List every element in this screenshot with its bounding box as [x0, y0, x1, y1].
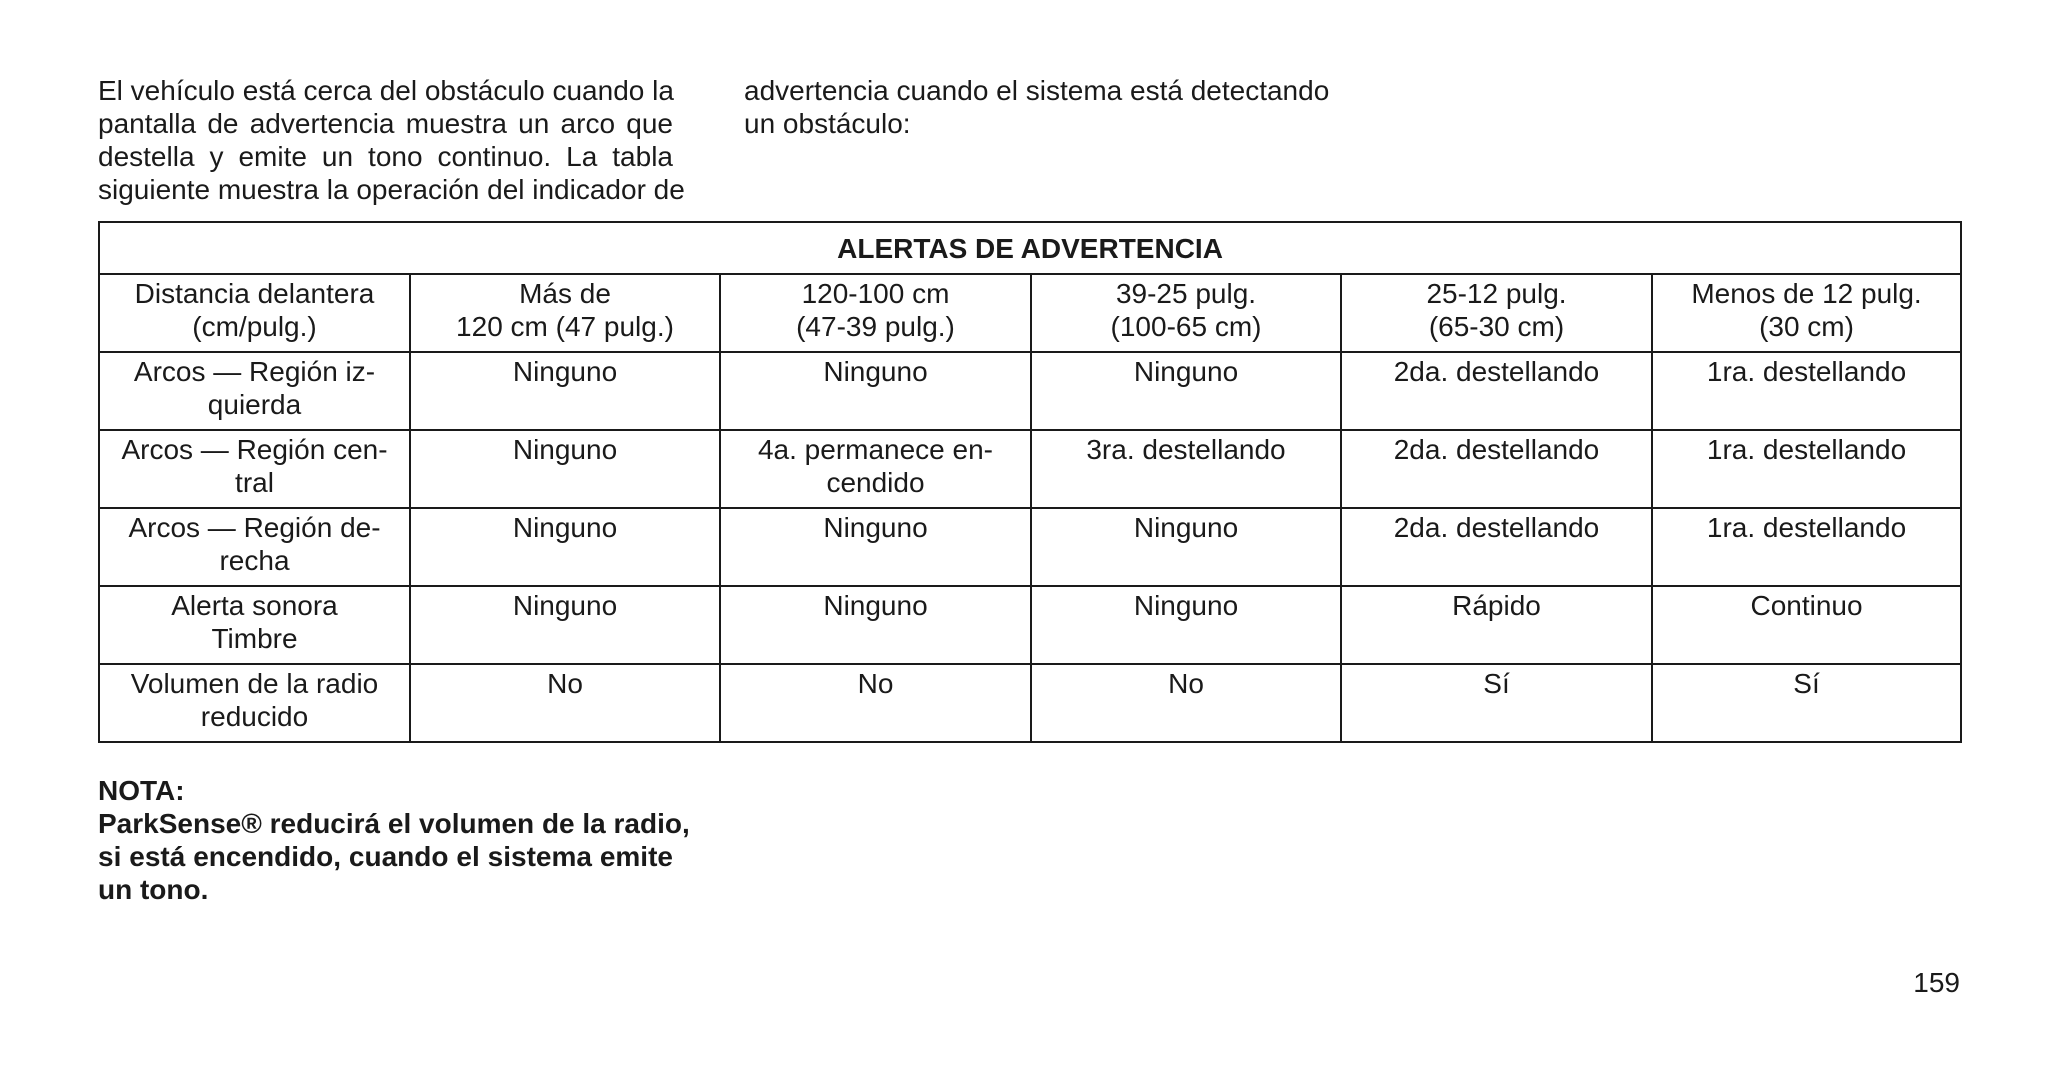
cell-line: Ninguno	[512, 434, 618, 465]
table-cell	[410, 664, 720, 742]
table-cell	[1031, 430, 1341, 508]
cell-line: 2da. destellando	[1393, 356, 1600, 387]
table-cell	[410, 274, 720, 352]
cell-line: recha	[219, 545, 290, 576]
cell-line: tral	[235, 467, 274, 498]
note-line: si está encendido, cuando el sistema emite	[98, 841, 673, 872]
table-cell	[1341, 586, 1652, 664]
table-cell	[720, 274, 1031, 352]
table-cell	[410, 352, 720, 430]
cell-line: Arcos — Región iz-	[133, 356, 376, 387]
table-cell	[720, 586, 1031, 664]
cell-line: Ninguno	[1133, 512, 1239, 543]
intro-left-line: pantalla de advertencia muestra un arco que	[98, 108, 673, 139]
table-cell	[1031, 508, 1341, 586]
table-row	[99, 352, 1961, 430]
cell-line: Ninguno	[512, 356, 618, 387]
cell-line: (100-65 cm)	[1110, 311, 1262, 342]
cell-line: (65-30 cm)	[1428, 311, 1565, 342]
cell-line: Ninguno	[823, 590, 928, 621]
table-row	[99, 664, 1961, 742]
row-label-cell	[99, 508, 410, 586]
table-cell	[1341, 508, 1652, 586]
cell-line: Volumen de la radio	[130, 668, 379, 699]
row-label-cell	[99, 430, 410, 508]
cell-line: Continuo	[1750, 590, 1863, 621]
table-cell	[1652, 274, 1961, 352]
table-cell	[720, 508, 1031, 586]
cell-line: 4a. permanece en-	[757, 434, 994, 465]
table-cell	[410, 508, 720, 586]
intro-left-line: El vehículo está cerca del obstáculo cuando la	[98, 75, 674, 106]
table-cell	[1341, 274, 1652, 352]
table-cell	[1652, 430, 1961, 508]
row-label-cell	[99, 274, 410, 352]
cell-line: Sí	[1793, 668, 1820, 699]
table-cell	[1341, 664, 1652, 742]
note-label: NOTA:	[98, 775, 185, 806]
row-label-cell	[99, 586, 410, 664]
cell-line: Alerta sonora	[171, 590, 338, 621]
cell-line: Ninguno	[823, 512, 928, 543]
page-number: 159	[1913, 967, 1960, 998]
cell-line: No	[1168, 668, 1204, 699]
note-line: un tono.	[98, 874, 209, 905]
table-cell	[1341, 430, 1652, 508]
cell-line: 120 cm (47 pulg.)	[456, 311, 674, 342]
table-cell	[1031, 274, 1341, 352]
cell-line: 3ra. destellando	[1086, 434, 1286, 465]
table-row	[99, 508, 1961, 586]
cell-line: (47-39 pulg.)	[796, 311, 955, 342]
table-cell	[720, 430, 1031, 508]
intro-paragraph-left	[98, 74, 685, 206]
table-body	[99, 274, 1961, 742]
table-title-row	[99, 222, 1961, 274]
warning-alerts-table	[98, 221, 1962, 743]
cell-line: Timbre	[211, 623, 298, 654]
cell-line: Más de	[519, 278, 611, 309]
table-cell	[1341, 352, 1652, 430]
note-line: ParkSense® reducirá el volumen de la radio,	[98, 808, 690, 839]
cell-line: (30 cm)	[1759, 311, 1854, 342]
cell-line: Ninguno	[1133, 590, 1239, 621]
cell-line: cendido	[826, 467, 925, 498]
cell-line: (cm/pulg.)	[192, 311, 317, 342]
table-row	[99, 586, 1961, 664]
cell-line: 2da. destellando	[1393, 434, 1600, 465]
cell-line: quierda	[207, 389, 302, 420]
cell-line: No	[547, 668, 583, 699]
cell-line: Distancia delantera	[134, 278, 375, 309]
cell-line: 39-25 pulg.	[1115, 278, 1257, 309]
cell-line: Arcos — Región cen-	[121, 434, 388, 465]
intro-right-line: un obstáculo:	[744, 108, 911, 139]
row-label-cell	[99, 664, 410, 742]
intro-left-line: destella y emite un tono continuo. La tabla	[98, 141, 673, 172]
row-label-cell	[99, 352, 410, 430]
cell-line: Sí	[1483, 668, 1510, 699]
table-cell	[1031, 586, 1341, 664]
cell-line: 1ra. destellando	[1706, 434, 1907, 465]
cell-line: No	[857, 668, 894, 699]
cell-line: Ninguno	[512, 590, 618, 621]
note-text	[98, 807, 690, 906]
table-title: ALERTAS DE ADVERTENCIA	[99, 222, 1961, 274]
table-cell	[1652, 586, 1961, 664]
cell-line: Menos de 12 pulg.	[1691, 278, 1922, 309]
cell-line: Ninguno	[512, 512, 618, 543]
table-cell	[720, 352, 1031, 430]
intro-right-line: advertencia cuando el sistema está detectando	[744, 75, 1330, 106]
table-cell	[1031, 664, 1341, 742]
table-header-row	[99, 274, 1961, 352]
table-cell	[410, 430, 720, 508]
cell-line: 1ra. destellando	[1706, 356, 1907, 387]
cell-line: Ninguno	[1133, 356, 1239, 387]
table-cell	[410, 586, 720, 664]
table-cell	[1652, 352, 1961, 430]
table-cell	[720, 664, 1031, 742]
cell-line: 2da. destellando	[1393, 512, 1600, 543]
cell-line: 120-100 cm	[801, 278, 950, 309]
cell-line: Ninguno	[823, 356, 928, 387]
intro-paragraph-right	[744, 74, 1344, 140]
cell-line: 1ra. destellando	[1706, 512, 1907, 543]
cell-line: Arcos — Región de-	[128, 512, 381, 543]
cell-line: reducido	[200, 701, 309, 732]
intro-left-line: siguiente muestra la operación del indicador de	[98, 174, 685, 205]
table-row	[99, 430, 1961, 508]
table-cell	[1652, 508, 1961, 586]
table-cell	[1031, 352, 1341, 430]
cell-line: Rápido	[1452, 590, 1541, 621]
cell-line: 25-12 pulg.	[1426, 278, 1567, 309]
table-cell	[1652, 664, 1961, 742]
